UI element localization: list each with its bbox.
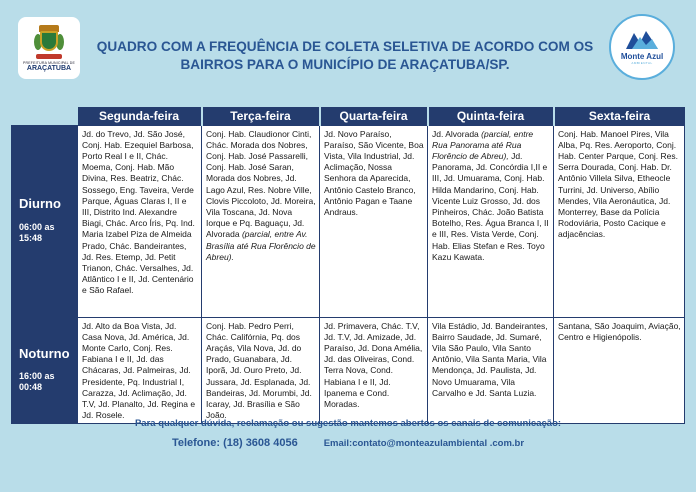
monte-azul-mark-icon: [624, 29, 660, 51]
footer-contacts: [0, 437, 696, 449]
day-header: Sexta-feira: [554, 107, 685, 125]
shift-row-diurno: [12, 125, 685, 317]
schedule-cell: [320, 317, 428, 424]
neighborhood-list: Jd. Primavera, Chác. T.V, Jd. T.V, Jd. Amizade, Jd. Paraíso, Jd. Dona Amélia, Jd. das Oliveiras, Cond. Terra Nova, Cond. Habiana I e II, Jd. Ipanema e Cond. Moradas.: [324, 320, 423, 409]
neighborhood-list: Conj. Hab. Pedro Perri, Chác. Califórnia, Pq. dos Araçás, Vila Nova, Jd. do Prado, Guanabara, Jd. Iporã, Jd. Ouro Preto, Jd. Jussara, Jd. Esplanada, Jd. Bandeiras, Jd. Morumbi, Jd. Icaray, Jd. Brasília e São João.: [206, 320, 312, 421]
footer-message: Para qualquer dúvida, reclamação ou sugestão mantemos abertos os canais de comunicação:: [134, 418, 562, 429]
logo-left-subtitle: PREFEITURA MUNICIPAL DE: [22, 60, 76, 65]
logo-left-name: ARAÇATUBA: [26, 64, 72, 72]
shift-label-cell: [12, 125, 78, 317]
days-header-row: [12, 107, 685, 125]
neighborhood-list: Jd. do Trevo, Jd. São José, Conj. Hab. Ezequiel Barbosa, Porto Real I e II, Chác. Moema, Conj. Hab. Mão Divina, Res. Beatriz, Chác. Sossego, Eng. Taveira, Verde Parque, Águas Claras I, II e III, Distrito Ind. Alexandre Biagi, Chác. Arco Íris, Pq. Ind. Maria Izabel Piza de Almeida Prado, Chác. Bandeirantes, Jd. Res. Etemp, Jd. Petit Trianon, Chác. Versalhes, Jd. Atlântico I e II, Jd. Centenário e São Rafael.: [82, 128, 195, 296]
shift-name: Noturno: [19, 345, 70, 361]
day-header: Terça-feira: [202, 107, 320, 125]
araçatuba-logo: [18, 17, 80, 79]
logo-right-tagline: AMBIENTAL: [631, 61, 653, 65]
footer-email[interactable]: Email:contato@monteazulambiental .com.br: [323, 438, 525, 449]
day-header: Quarta-feira: [320, 107, 428, 125]
neighborhood-note: (parcial, entre Rua Panorama até Rua Florêncio de Abreu),: [432, 128, 534, 161]
neighborhood-list: Santana, São Joaquim, Aviação, Centro e Higienópolis.: [558, 320, 681, 342]
schedule-cell: [202, 125, 320, 317]
shift-name: Diurno: [19, 196, 61, 212]
footer-phone[interactable]: Telefone: (18) 3608 4056: [171, 437, 298, 449]
neighborhood-list: Jd. Novo Paraíso, Paraíso, São Vicente, Boa Vista, Vila Industrial, Jd. Aclimação, Nossa Senhora da Aparecida, Antônio Castelo Branco, Antônio Pagan e Taane Andraus.: [324, 128, 424, 217]
monte-azul-logo: [609, 14, 675, 80]
schedule-cell: [554, 125, 685, 317]
schedule-cell: [554, 317, 685, 424]
corner-cell: [12, 107, 78, 125]
schedule-cell: [428, 317, 554, 424]
schedule-cell: [428, 125, 554, 317]
shift-time: 16:00 as 00:48: [19, 371, 55, 393]
schedule-cell: [320, 125, 428, 317]
neighborhood-list: Jd. Alto da Boa Vista, Jd. Casa Nova, Jd. América, Jd. Monte Carlo, Conj. Res. Fabiana I e II, Jd. das Chácaras, Jd. Palmeiras, Jd. Presidente, Pq. Industrial I, Carazza, Jd. Aclimação, Jd. T.V, Jd. Planalto, Jd. Regina e Jd. Rosele.: [82, 320, 196, 421]
neighborhood-list: Vila Estádio, Jd. Bandeirantes, Bairro Saudade, Jd. Sumaré, Vila São Paulo, Vila Santo Antônio, Vila Santa Maria, Vila Mendonça, Jd. Paulista, Jd. Novo Umuarama, Vila Carvalho e Jd. Santa Luzia.: [432, 320, 548, 398]
logo-right-name: Monte Azul: [620, 52, 664, 61]
city-crest-icon: [34, 25, 64, 59]
neighborhood-list: Conj. Hab. Claudionor Cinti, Chác. Morada dos Nobres, Conj. Hab. José Passarelli, Conj. Hab. José Saran, Morada dos Nobres, Jd. Lago Azul, Res. Nobre Ville, Clovis Piccoloto, Jd. Moreira, Vila Toscana, Jd. Nova Iorque e Pq. Baguaçu, Jd. Alvorada: [206, 128, 316, 240]
neighborhood-note: (parcial, entre Av. Brasília até Rua Florêncio de Abreu).: [206, 229, 316, 262]
day-header: Segunda-feira: [78, 107, 202, 125]
day-header: Quinta-feira: [428, 107, 554, 125]
shift-time: 06:00 as 15:48: [19, 221, 55, 243]
schedule-cell: [202, 317, 320, 424]
neighborhood-list: Conj. Hab. Manoel Pires, Vila Alba, Pq. Res. Aeroporto, Conj. Hab. Center Parque, Conj. Res. Serra Dourada, Conj. Hab. Dr. Antônio Villela Silva, Etheocle Turrini, Jd. Universo, Abílio Mendes, Vila Aeronáutica, Jd. Monterrey, Base da Polícia Rodoviária, Posto Cacique e adjacências.: [558, 128, 679, 240]
neighborhood-list: Jd. Alvorada: [432, 128, 479, 139]
schedule-cell: [78, 125, 202, 317]
shift-row-noturno: [12, 317, 685, 424]
collection-schedule-table: [11, 107, 685, 424]
shift-label-cell: [12, 317, 78, 424]
page-title: QUADRO COM A FREQUÊNCIA DE COLETA SELETIVA DE ACORDO COM OS BAIRROS PARA O MUNICÍPIO DE ARAÇATUBA/SP.: [96, 39, 594, 72]
schedule-cell: [78, 317, 202, 424]
neighborhood-list-continued: Jd. Panorama, Jd. Concórdia I,II e III, Jd. Umuarama, Conj. Hab. Hilda Mandarino, Conj. Hab. Vicente Luiz Grosso, Jd. dos Pinheiros, Chác. João Batista Botelho, Res. Água Branca I, II e III, Res. Vista Verde, Conj. Hab. Elias Stefan e Res. Toyo Kazu Kawata.: [432, 150, 549, 262]
